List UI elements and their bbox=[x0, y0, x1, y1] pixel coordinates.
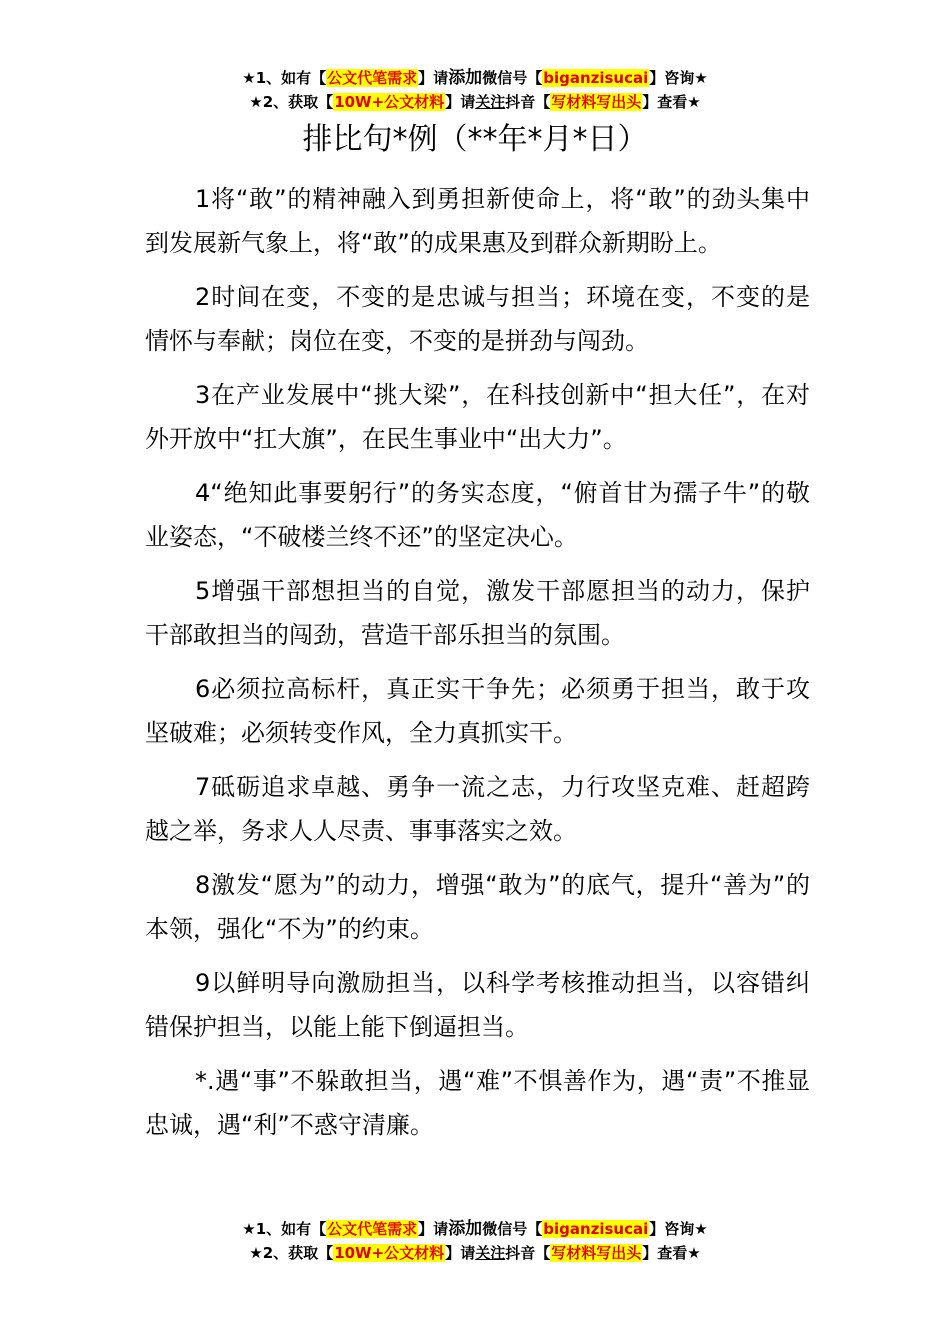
banner-highlight: 10W+公文材料 bbox=[334, 93, 445, 111]
paragraph-3: 3在产业发展中“挑大梁”，在科技创新中“担大任”，在对外开放中“扛大旗”，在民生事业中“出大力”。 bbox=[145, 381, 810, 453]
paragraph-10: *.遇“事”不躲敢担当，遇“难”不惧善作为，遇“责”不推显忠诚，遇“利”不惑守清廉。 bbox=[145, 1067, 810, 1139]
paragraph-2: 2时间在变，不变的是忠诚与担当；环境在变，不变的是情怀与奉献；岗位在变，不变的是拼劲与闯劲。 bbox=[145, 283, 810, 355]
paragraph-5: 5增强干部想担当的自觉，激发干部愿担当的动力，保护干部敢担当的闯劲，营造干部乐担当的氛围。 bbox=[145, 577, 810, 649]
paragraph-8: 8激发“愿为”的动力，增强“敢为”的底气，提升“善为”的本领，强化“不为”的约束。 bbox=[145, 871, 810, 943]
paragraph-9: 9以鲜明导向激励担当，以科学考核推动担当，以容错纠错保护担当，以能上能下倒逼担当。 bbox=[145, 969, 810, 1041]
footer-banner bbox=[0, 1217, 950, 1265]
document-body bbox=[145, 177, 810, 1157]
page-title: 排比句*例（**年*月*日） bbox=[302, 122, 648, 157]
banner-line-2: ★2、获取【10W+公文材料】请关注抖音【写材料写出头】查看★ bbox=[249, 93, 701, 111]
paragraph-4: 4“绝知此事要躬行”的务实态度，“俯首甘为孺子牛”的敬业姿态，“不破楼兰终不还”的坚定决心。 bbox=[145, 479, 810, 551]
paragraph-1: 1将“敢”的精神融入到勇担新使命上，将“敢”的劲头集中到发展新气象上，将“敢”的成果惠及到群众新期盼上。 bbox=[145, 185, 810, 257]
banner-douyin-id: 写材料写出头 bbox=[551, 1244, 642, 1262]
banner-wechat-id: biganzisucai bbox=[543, 1220, 649, 1238]
banner-douyin-id: 写材料写出头 bbox=[551, 93, 642, 111]
banner-line-1: ★1、如有【公文代笔需求】请添加微信号【biganzisucai】咨询★ bbox=[242, 1219, 708, 1239]
banner-line-2: ★2、获取【10W+公文材料】请关注抖音【写材料写出头】查看★ bbox=[249, 1244, 701, 1262]
banner-highlight: 公文代笔需求 bbox=[327, 1220, 418, 1238]
banner-highlight: 10W+公文材料 bbox=[334, 1244, 445, 1262]
banner-wechat-id: biganzisucai bbox=[543, 69, 649, 87]
paragraph-6: 6必须拉高标杆，真正实干争先；必须勇于担当，敢于攻坚破难；必须转变作风，全力真抓实干。 bbox=[145, 675, 810, 747]
banner-highlight: 公文代笔需求 bbox=[327, 69, 418, 87]
paragraph-7: 7砥砺追求卓越、勇争一流之志，力行攻坚克难、赶超跨越之举，务求人人尽责、事事落实之效。 bbox=[145, 773, 810, 845]
banner-line-1: ★1、如有【公文代笔需求】请添加微信号【biganzisucai】咨询★ bbox=[242, 68, 708, 88]
header-banner bbox=[0, 66, 950, 114]
